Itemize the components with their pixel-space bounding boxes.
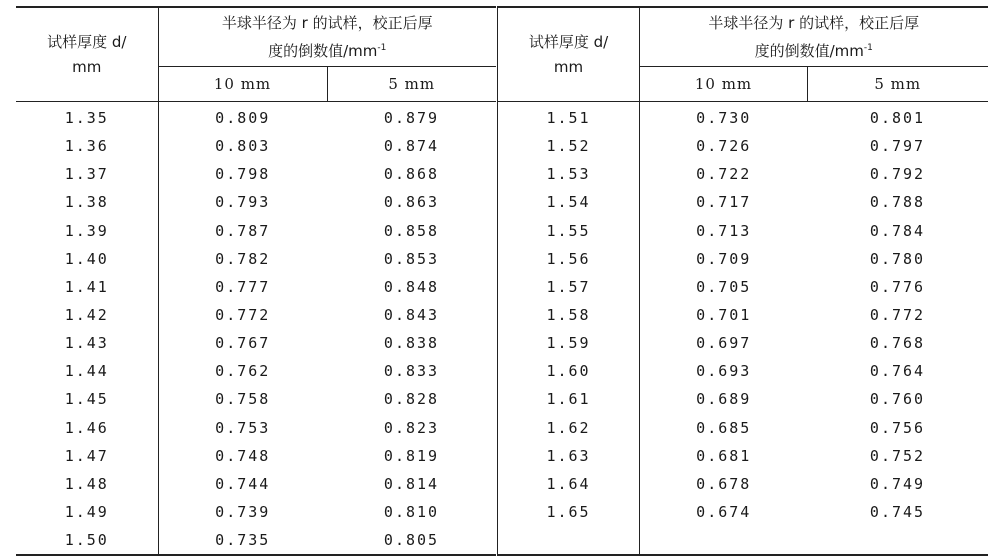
header-group [640, 7, 988, 67]
value-10mm-cell: 0.809 [215, 109, 271, 128]
value-10mm-cell: 0.685 [696, 418, 752, 437]
value-10mm-cell [640, 526, 808, 555]
value-10mm-cell: 0.782 [215, 249, 271, 268]
value-10mm-cell: 0.762 [215, 362, 271, 381]
header-thickness [16, 7, 158, 102]
thickness-cell: 1.35 [16, 102, 158, 133]
value-5mm-cell: 0.756 [869, 418, 926, 437]
value-5mm-cell: 0.760 [869, 390, 926, 409]
header-group-line2: 度的倒数值/mm [268, 41, 378, 60]
table-row [498, 245, 988, 273]
table-row [16, 217, 496, 245]
value-5mm-cell: 0.833 [383, 362, 440, 381]
thickness-cell: 1.48 [16, 470, 158, 498]
value-5mm-cell: 0.814 [383, 474, 440, 493]
value-5mm-cell: 0.823 [383, 418, 440, 437]
table-body-left [16, 102, 496, 556]
value-5mm-cell: 0.868 [383, 165, 440, 184]
value-10mm-cell: 0.709 [696, 249, 752, 268]
thickness-cell [498, 526, 640, 555]
value-5mm-cell: 0.838 [383, 334, 440, 353]
table-row [16, 498, 496, 526]
thickness-cell: 1.49 [16, 498, 158, 526]
value-5mm-cell: 0.801 [869, 109, 926, 128]
value-5mm-cell: 0.858 [383, 221, 440, 240]
table-row [498, 385, 988, 413]
value-10mm-cell: 0.787 [215, 221, 271, 240]
value-5mm-cell: 0.797 [869, 137, 926, 156]
value-5mm-cell: 0.784 [869, 221, 926, 240]
table-row [498, 217, 988, 245]
value-10mm-cell: 0.689 [696, 390, 752, 409]
thickness-cell: 1.43 [16, 329, 158, 357]
thickness-cell: 1.63 [498, 442, 640, 470]
value-5mm-cell: 0.745 [869, 503, 926, 522]
value-5mm-cell: 0.776 [869, 277, 926, 296]
thickness-cell: 1.38 [16, 188, 158, 216]
value-10mm-cell: 0.701 [696, 306, 752, 325]
table-row [498, 132, 988, 160]
value-5mm-cell: 0.780 [869, 249, 926, 268]
thickness-cell: 1.47 [16, 442, 158, 470]
header-10mm: 10 mm [640, 67, 808, 102]
table-row [16, 273, 496, 301]
thickness-cell: 1.61 [498, 385, 640, 413]
table-row [498, 414, 988, 442]
header-5mm: 5 mm [808, 67, 988, 102]
value-10mm-cell: 0.772 [215, 306, 271, 325]
value-10mm-cell: 0.681 [696, 446, 752, 465]
thickness-cell: 1.41 [16, 273, 158, 301]
thickness-cell: 1.54 [498, 188, 640, 216]
value-5mm-cell: 0.764 [869, 362, 926, 381]
header-5mm: 5 mm [327, 67, 496, 102]
header-thickness-unit: mm [553, 57, 584, 76]
table-row [16, 160, 496, 188]
header-thickness [498, 7, 640, 102]
header-group-line1: 半球半径为 r 的试样，校正后厚 [221, 13, 433, 32]
table-row [16, 329, 496, 357]
thickness-cell: 1.36 [16, 132, 158, 160]
thickness-cell: 1.62 [498, 414, 640, 442]
value-10mm-cell: 0.730 [696, 109, 752, 128]
header-10mm: 10 mm [158, 67, 327, 102]
value-5mm-cell: 0.853 [383, 249, 440, 268]
value-10mm-cell: 0.693 [696, 362, 752, 381]
value-10mm-cell: 0.753 [215, 418, 271, 437]
value-5mm-cell [808, 526, 988, 555]
table-row [16, 385, 496, 413]
value-5mm-cell: 0.874 [383, 137, 440, 156]
thickness-cell: 1.42 [16, 301, 158, 329]
thickness-cell: 1.60 [498, 357, 640, 385]
table-row [498, 357, 988, 385]
value-10mm-cell: 0.744 [215, 474, 271, 493]
value-10mm-cell: 0.739 [215, 503, 271, 522]
header-thickness-line1: 试样厚度 d/ [47, 32, 127, 51]
value-10mm-cell: 0.803 [215, 137, 271, 156]
value-10mm-cell: 0.705 [696, 277, 752, 296]
table-row [16, 414, 496, 442]
table-row [498, 526, 988, 555]
thickness-cell: 1.56 [498, 245, 640, 273]
value-10mm-cell: 0.798 [215, 165, 271, 184]
table-row [498, 273, 988, 301]
header-group-line2: 度的倒数值/mm [754, 41, 864, 60]
value-10mm-cell: 0.722 [696, 165, 752, 184]
value-10mm-cell: 0.735 [158, 526, 327, 555]
table-row [16, 357, 496, 385]
value-10mm-cell: 0.678 [696, 474, 752, 493]
table-row [16, 442, 496, 470]
header-group [158, 7, 496, 67]
value-10mm-cell: 0.793 [215, 193, 271, 212]
header-group-line1: 半球半径为 r 的试样，校正后厚 [708, 13, 920, 32]
correction-table-left [16, 6, 496, 556]
table-row [498, 301, 988, 329]
thickness-cell: 1.64 [498, 470, 640, 498]
thickness-cell: 1.65 [498, 498, 640, 526]
value-5mm-cell: 0.792 [869, 165, 926, 184]
thickness-cell: 1.39 [16, 217, 158, 245]
value-10mm-cell: 0.767 [215, 334, 271, 353]
value-5mm-cell: 0.843 [383, 306, 440, 325]
table-row [16, 188, 496, 216]
table-row [16, 102, 496, 133]
thickness-cell: 1.58 [498, 301, 640, 329]
value-5mm-cell: 0.819 [383, 446, 440, 465]
thickness-cell: 1.52 [498, 132, 640, 160]
thickness-cell: 1.55 [498, 217, 640, 245]
table-row [16, 132, 496, 160]
value-5mm-cell: 0.772 [869, 306, 926, 325]
value-5mm-cell: 0.879 [383, 109, 440, 128]
thickness-cell: 1.53 [498, 160, 640, 188]
value-10mm-cell: 0.674 [696, 503, 752, 522]
thickness-cell: 1.40 [16, 245, 158, 273]
table-row [498, 470, 988, 498]
value-5mm-cell: 0.752 [869, 446, 926, 465]
header-group-unit-sup: -1 [863, 42, 873, 53]
value-5mm-cell: 0.805 [327, 526, 496, 555]
value-5mm-cell: 0.848 [383, 277, 440, 296]
value-10mm-cell: 0.748 [215, 446, 271, 465]
thickness-cell: 1.44 [16, 357, 158, 385]
table-row [498, 188, 988, 216]
table-row [16, 470, 496, 498]
thickness-cell: 1.50 [16, 526, 158, 555]
table-row [16, 526, 496, 555]
value-10mm-cell: 0.713 [696, 221, 752, 240]
table-row [498, 498, 988, 526]
table-row [498, 160, 988, 188]
table-row [16, 245, 496, 273]
value-5mm-cell: 0.768 [869, 334, 926, 353]
table-row [498, 442, 988, 470]
value-10mm-cell: 0.697 [696, 334, 752, 353]
value-5mm-cell: 0.828 [383, 390, 440, 409]
value-5mm-cell: 0.788 [869, 193, 926, 212]
header-thickness-line1: 试样厚度 d/ [528, 32, 609, 51]
thickness-cell: 1.57 [498, 273, 640, 301]
thickness-cell: 1.45 [16, 385, 158, 413]
value-5mm-cell: 0.749 [869, 474, 926, 493]
thickness-cell: 1.37 [16, 160, 158, 188]
value-10mm-cell: 0.717 [696, 193, 752, 212]
table-body-right [498, 102, 988, 556]
table-row [16, 301, 496, 329]
thickness-cell: 1.59 [498, 329, 640, 357]
value-5mm-cell: 0.810 [383, 503, 440, 522]
table-row [498, 102, 988, 133]
value-10mm-cell: 0.758 [215, 390, 271, 409]
thickness-cell: 1.46 [16, 414, 158, 442]
value-10mm-cell: 0.726 [696, 137, 752, 156]
header-group-unit-sup: -1 [377, 42, 387, 53]
table-row [498, 329, 988, 357]
correction-table-right [497, 6, 988, 556]
value-10mm-cell: 0.777 [215, 277, 271, 296]
header-thickness-unit: mm [72, 57, 102, 76]
thickness-cell: 1.51 [498, 102, 640, 133]
value-5mm-cell: 0.863 [383, 193, 440, 212]
